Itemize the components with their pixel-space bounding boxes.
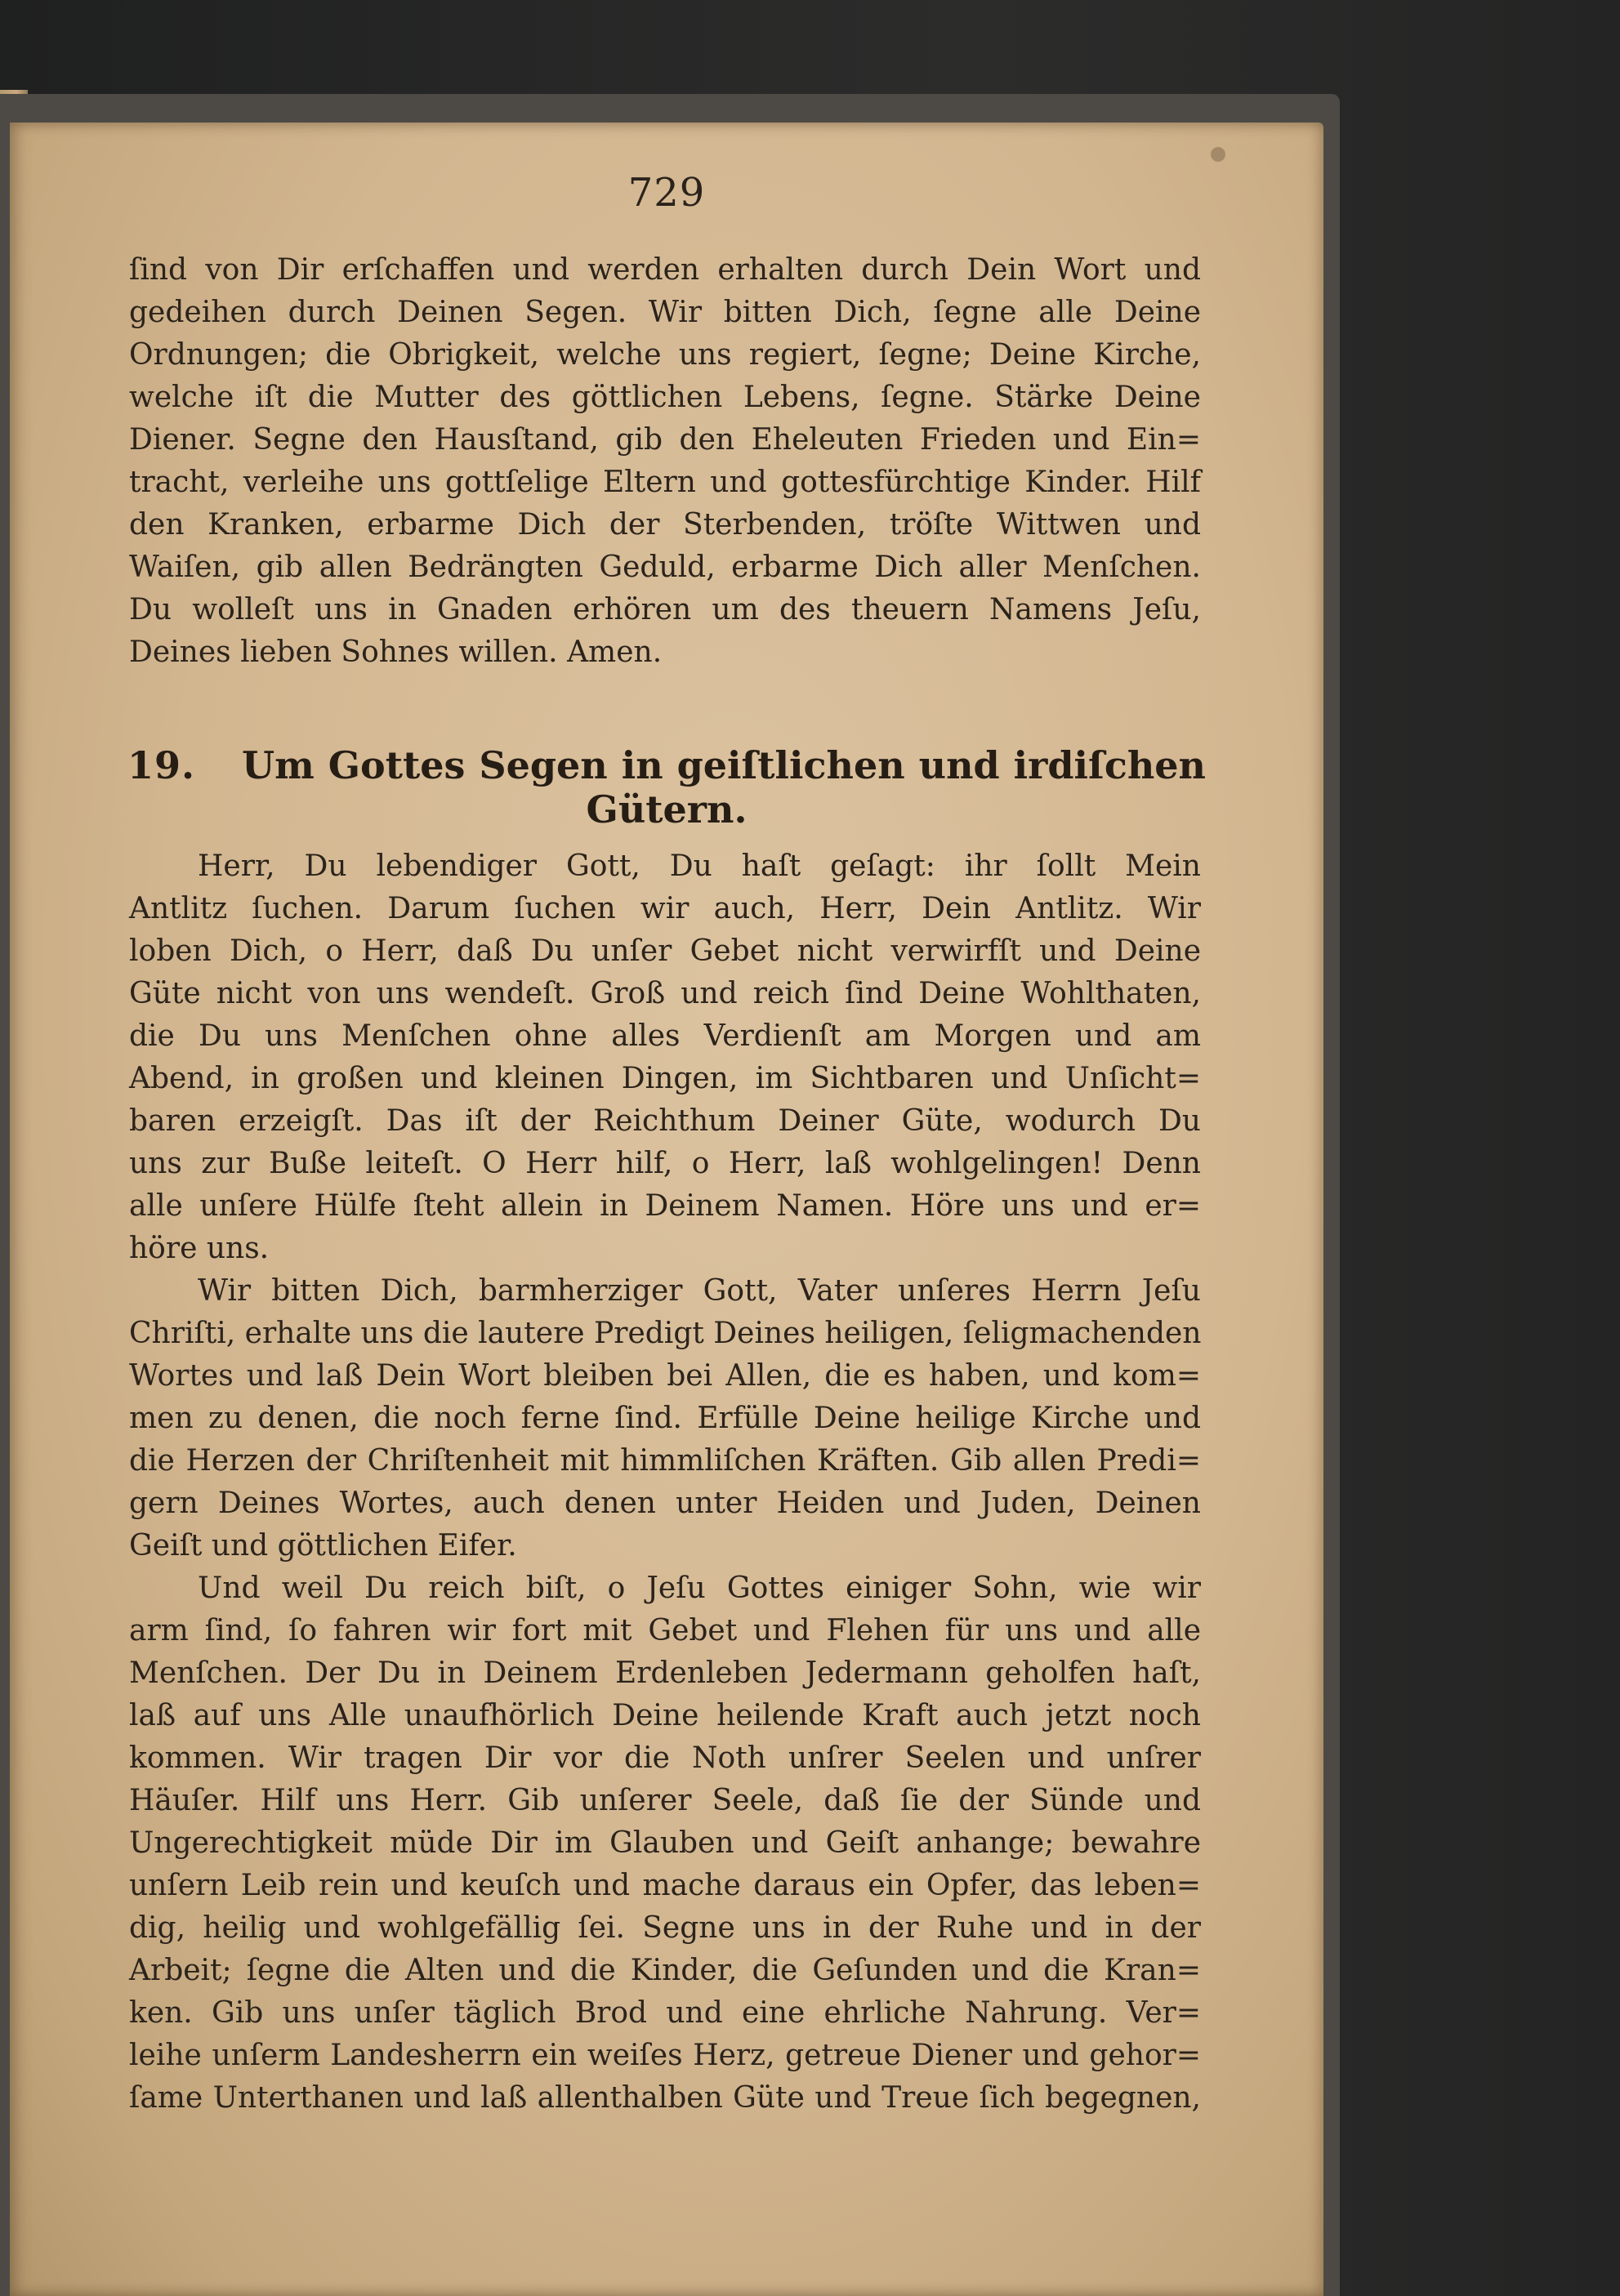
text-line: Güte nicht von uns wendeſt. Groß und reich ſind Deine Wohlthaten, [129,977,1201,1010]
text-line: Wortes und laß Dein Wort bleiben bei Allen, die es haben, und kom= [129,1359,1201,1393]
text-line: alle unſere Hülfe ſteht allein in Deinem Namen. Höre uns und er= [129,1189,1201,1223]
text-line: Wir bitten Dich, barmherziger Gott, Vater unſeres Herrn Jeſu [198,1274,1201,1308]
text-line: höre uns. [129,1232,270,1265]
text-line: Herr, Du lebendiger Gott, Du haſt geſagt: ihr ſollt Mein [198,849,1201,883]
text-line: Menſchen. Der Du in Deinem Erdenleben Jedermann geholfen haſt, [129,1656,1201,1690]
text-line: leihe unſerm Landesherrn ein weiſes Herz, getreue Diener und gehor= [129,2039,1201,2072]
text-line: Diener. Segne den Hausſtand, gib den Eheleuten Frieden und Ein= [129,423,1201,457]
text-line: Arbeit; ſegne die Alten und die Kinder, die Geſunden und die Kran= [129,1954,1201,1987]
text-line: Waiſen, gib allen Bedrängten Geduld, erbarme Dich aller Menſchen. [129,551,1201,584]
text-line: dig, heilig und wohlgefällig ſei. Segne uns in der Ruhe und in der [129,1911,1201,1945]
text-line: men zu denen, die noch ferne ſind. Erfülle Deine heilige Kirche und [129,1402,1201,1435]
text-line: ſind von Dir erſchaffen und werden erhalten durch Dein Wort und [129,253,1201,287]
book-page [10,123,1323,2296]
text-line: loben Dich, o Herr, daß Du unſer Gebet nicht verwirfſt und Deine [129,934,1201,968]
page-number: 729 [627,170,706,216]
text-line: Und weil Du reich biſt, o Jeſu Gottes einiger Sohn, wie wir [198,1572,1201,1605]
text-line: unſern Leib rein und keuſch und mache daraus ein Opfer, das leben= [129,1869,1201,1902]
text-line: Abend, in großen und kleinen Dingen, im Sichtbaren und Unſicht= [129,1062,1201,1095]
text-line: gern Deines Wortes, auch denen unter Heiden und Juden, Deinen [129,1487,1201,1520]
text-line: den Kranken, erbarme Dich der Sterbenden, tröſte Wittwen und [129,508,1201,542]
text-line: die Herzen der Chriſtenheit mit himmliſchen Kräften. Gib allen Predi= [129,1444,1201,1478]
page-stain [1211,147,1225,162]
text-line: tracht, verleihe uns gottſelige Eltern und gottesfürchtige Kinder. Hilf [129,466,1201,499]
text-line: Ordnungen; die Obrigkeit, welche uns regiert, ſegne; Deine Kirche, [129,338,1201,372]
prayer-body [129,845,1201,2120]
text-line: kommen. Wir tragen Dir vor die Noth unſrer Seelen und unſrer [129,1741,1201,1775]
text-line: uns zur Buße leiteſt. O Herr hilf, o Herr, laß wohlgelingen! Denn [129,1147,1201,1180]
section-title-line-2: Gütern. [586,787,748,831]
text-line: Antlitz ſuchen. Darum ſuchen wir auch, Herr, Dein Antlitz. Wir [129,892,1201,925]
text-line: Häuſer. Hilf uns Herr. Gib unſerer Seele, daß ſie der Sünde und [129,1784,1201,1817]
text-line: gedeihen durch Deinen Segen. Wir bitten Dich, ſegne alle Deine [129,296,1201,329]
section-number: 19. [127,743,196,787]
text-line: welche iſt die Mutter des göttlichen Lebens, ſegne. Stärke Deine [129,381,1201,414]
text-line: ken. Gib uns unſer täglich Brod und eine ehrliche Nahrung. Ver= [129,1996,1201,2030]
text-line: die Du uns Menſchen ohne alles Verdienſt am Morgen und am [129,1019,1201,1053]
text-line: arm ſind, ſo fahren wir fort mit Gebet und Flehen für uns und alle [129,1614,1201,1647]
text-line: Deines lieben Sohnes willen. Amen. [129,635,663,669]
text-line: laß auf uns Alle unaufhörlich Deine heilende Kraft auch jetzt noch [129,1699,1201,1732]
text-line: ſame Unterthanen und laß allenthalben Güte und Treue ſich begegnen, [129,2081,1201,2115]
text-line: Geiſt und göttlichen Eifer. [129,1529,517,1563]
text-line: Ungerechtigkeit müde Dir im Glauben und Geiſt anhange; bewahre [129,1826,1201,1860]
text-line: baren erzeigſt. Das iſt der Reichthum Deiner Güte, wodurch Du [129,1104,1201,1138]
text-line: Chriſti, erhalte uns die lautere Predigt Deines heiligen, ſeligmachenden [129,1317,1202,1350]
intro-paragraph [129,249,1201,674]
text-line: Du wolleſt uns in Gnaden erhören um des theuern Namens Jeſu, [129,593,1201,626]
section-title-line-1: Um Gottes Segen in geiſtlichen und irdiſchen [242,743,1206,787]
